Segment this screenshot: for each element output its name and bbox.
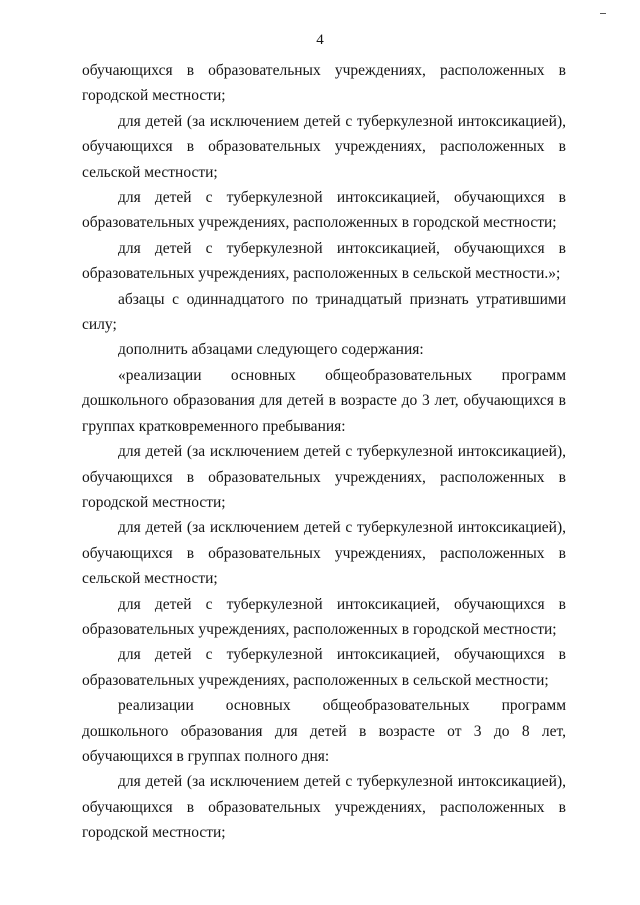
document-body bbox=[82, 58, 566, 846]
page-number: 4 bbox=[316, 32, 324, 48]
paragraph: «реализации основных общеобразовательных программ дошкольного образования для детей в возрасте до 3 лет, обучающихся в группах кратковременного пребывания: bbox=[82, 366, 566, 435]
paragraph: для детей с туберкулезной интоксикацией, обучающихся в образовательных учреждениях, расположенных в сельской местности; bbox=[82, 646, 566, 689]
paragraph: для детей (за исключением детей с туберкулезной интоксикацией), обучающихся в образовательных учреждениях, расположенных в сельской местности; bbox=[82, 112, 566, 181]
paragraph: для детей с туберкулезной интоксикацией, обучающихся в образовательных учреждениях, расположенных в городской местности; bbox=[82, 595, 566, 638]
paragraph: абзацы с одиннадцатого по тринадцатый признать утратившими силу; bbox=[82, 290, 566, 334]
paragraph: для детей с туберкулезной интоксикацией, обучающихся в образовательных учреждениях, расположенных в сельской местности.»; bbox=[82, 239, 566, 283]
paragraph: реализации основных общеобразовательных программ дошкольного образования для детей в возрасте от 3 до 8 лет, обучающихся в группах полного дня: bbox=[82, 697, 566, 765]
paragraph: обучающихся в образовательных учреждениях, расположенных в городской местности; bbox=[82, 62, 566, 105]
paragraph: для детей (за исключением детей с туберкулезной интоксикацией), обучающихся в образовательных учреждениях, расположенных в городской местности; bbox=[82, 443, 566, 511]
paragraph: дополнить абзацами следующего содержания: bbox=[118, 341, 424, 359]
paragraph: для детей с туберкулезной интоксикацией, обучающихся в образовательных учреждениях, расположенных в городской местности; bbox=[82, 189, 566, 232]
paragraph: для детей (за исключением детей с туберкулезной интоксикацией), обучающихся в образовательных учреждениях, расположенных в сельской местности; bbox=[82, 519, 566, 588]
scan-mark bbox=[600, 13, 606, 14]
paragraph: для детей (за исключением детей с туберкулезной интоксикацией), обучающихся в образовательных учреждениях, расположенных в городской местности; bbox=[82, 773, 566, 842]
